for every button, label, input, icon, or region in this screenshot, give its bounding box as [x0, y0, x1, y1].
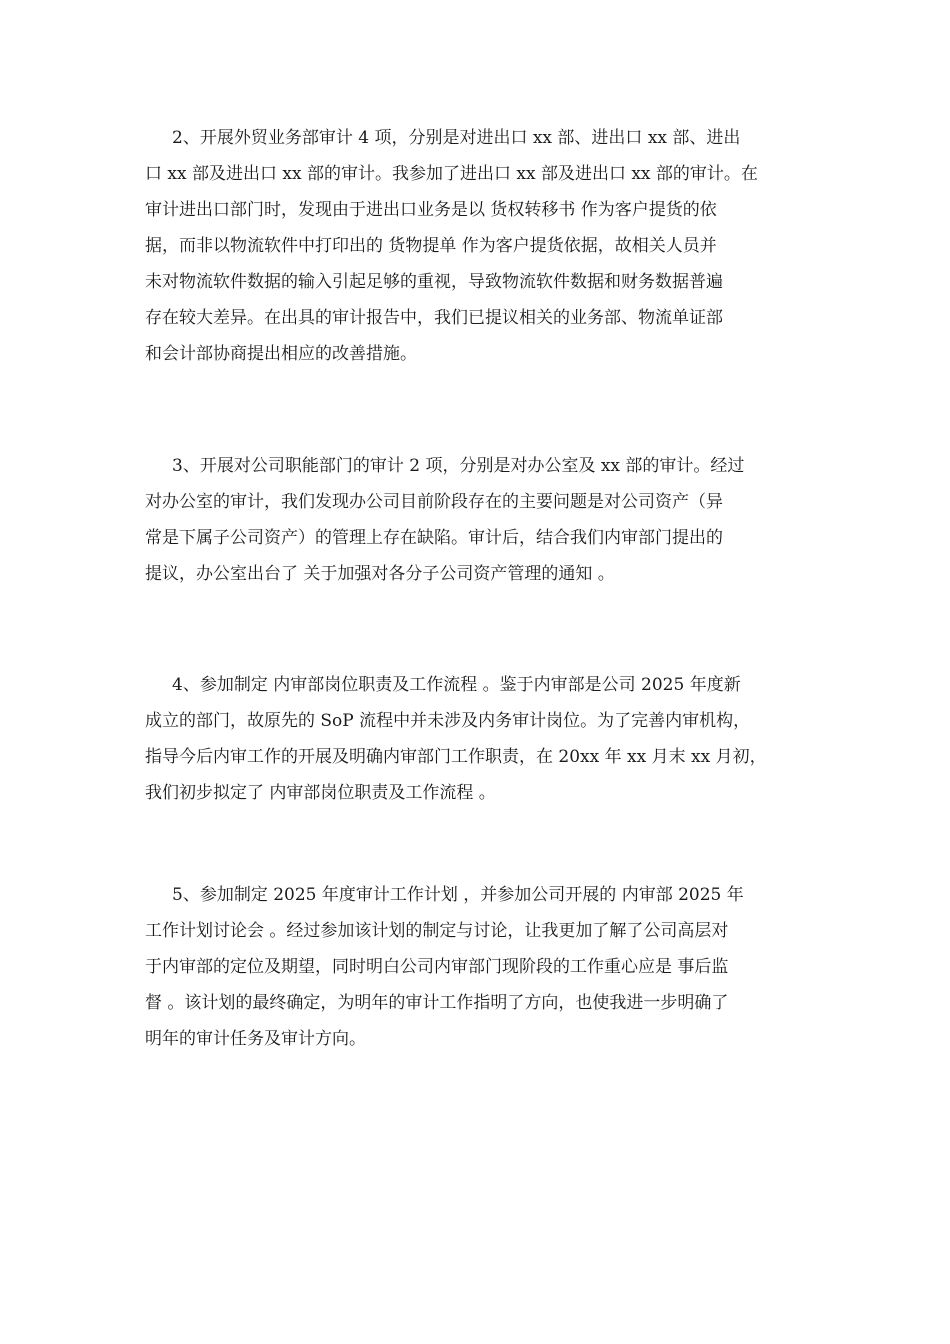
paragraph-3-line-3: 常是下属子公司资产）的管理上存在缺陷。审计后，结合我们内审部门提出的	[145, 528, 723, 548]
paragraph-5-line-4: 督 。该计划的最终确定，为明年的审计工作指明了方向，也使我进一步明确了	[145, 993, 729, 1013]
paragraph-4-line-4: 我们初步拟定了 内审部岗位职责及工作流程 。	[145, 783, 496, 803]
paragraph-2-line-5: 未对物流软件数据的输入引起足够的重视，导致物流软件数据和财务数据普遍	[145, 272, 723, 292]
paragraph-5-line-3: 于内审部的定位及期望，同时明白公司内审部门现阶段的工作重心应是 事后监	[145, 957, 729, 977]
paragraph-2-line-6: 存在较大差异。在出具的审计报告中，我们已提议相关的业务部、物流单证部	[145, 308, 723, 328]
paragraph-5-line-5: 明年的审计任务及审计方向。	[145, 1029, 366, 1049]
paragraph-4-line-2: 成立的部门，故原先的 SoP 流程中并未涉及内务审计岗位。为了完善内审机构，	[145, 711, 751, 731]
paragraph-4-line-1: 4、参加制定 内审部岗位职责及工作流程 。鉴于内审部是公司 2025 年度新	[172, 675, 741, 695]
paragraph-2-line-2: 口 xx 部及进出口 xx 部的审计。我参加了进出口 xx 部及进出口 xx 部的审计。在	[145, 164, 758, 184]
paragraph-3-line-1: 3、开展对公司职能部门的审计 2 项，分别是对办公室及 xx 部的审计。经过	[172, 456, 745, 476]
paragraph-2-line-4: 据，而非以物流软件中打印出的 货物提单 作为客户提货依据，故相关人员并	[145, 236, 717, 256]
paragraph-2-line-3: 审计进出口部门时，发现由于进出口业务是以 货权转移书 作为客户提货的依	[145, 200, 717, 220]
paragraph-2-line-1: 2、开展外贸业务部审计 4 项，分别是对进出口 xx 部、进出口 xx 部、进出	[172, 128, 741, 148]
paragraph-3-line-4: 提议，办公室出台了 关于加强对各分子公司资产管理的通知 。	[145, 564, 615, 584]
paragraph-5-line-2: 工作计划讨论会 。经过参加该计划的制定与讨论，让我更加了解了公司高层对	[145, 921, 729, 941]
paragraph-3-line-2: 对办公室的审计，我们发现办公司目前阶段存在的主要问题是对公司资产（异	[145, 492, 723, 512]
paragraph-4-line-3: 指导今后内审工作的开展及明确内审部门工作职责，在 20xx 年 xx 月末 xx 月初，	[145, 747, 767, 767]
paragraph-2-line-7: 和会计部协商提出相应的改善措施。	[145, 344, 417, 364]
paragraph-5-line-1: 5、参加制定 2025 年度审计工作计划 ，并参加公司开展的 内审部 2025 年	[172, 885, 744, 905]
